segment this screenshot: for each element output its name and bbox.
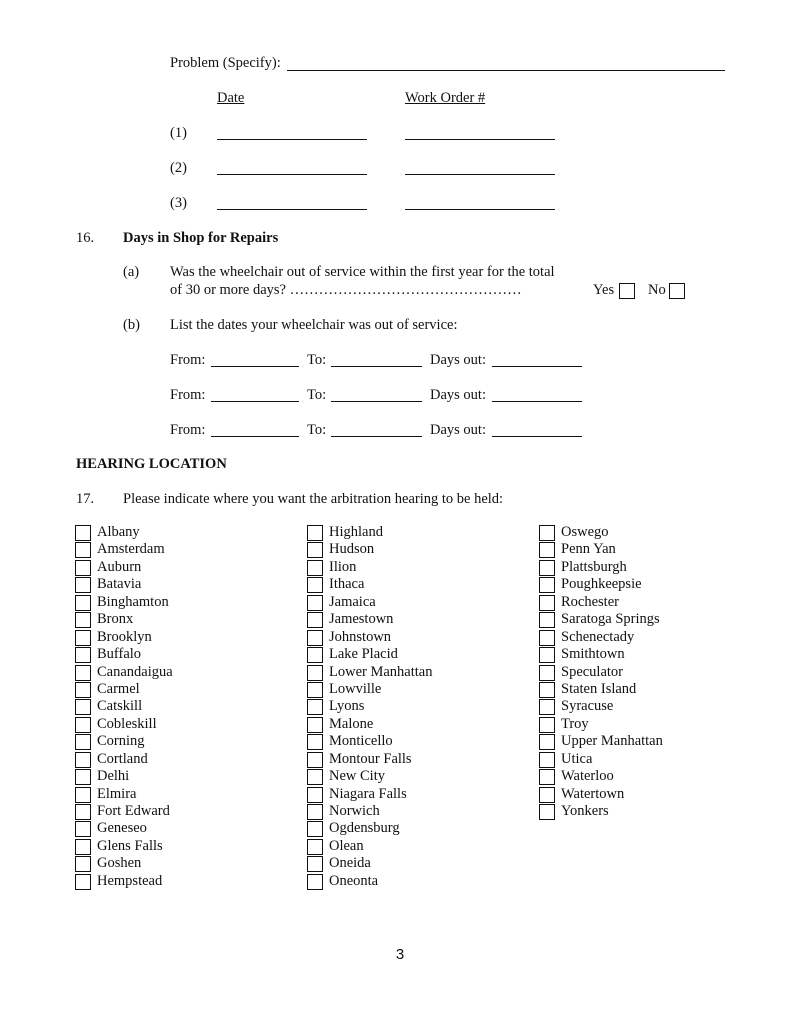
location-label: Niagara Falls bbox=[329, 785, 407, 802]
location-label: Monticello bbox=[329, 733, 393, 750]
problem-work-order-line[interactable] bbox=[405, 139, 555, 140]
location-label: Upper Manhattan bbox=[561, 733, 663, 750]
location-label: Lower Manhattan bbox=[329, 663, 433, 680]
question-16b-text: List the dates your wheelchair was out of service: bbox=[170, 317, 458, 333]
location-checkbox[interactable] bbox=[75, 630, 91, 646]
problem-row-marker: (1) bbox=[170, 125, 187, 141]
location-checkbox[interactable] bbox=[307, 647, 323, 663]
location-label: Corning bbox=[97, 733, 145, 750]
location-label: Brooklyn bbox=[97, 628, 152, 645]
hearing-location-heading: HEARING LOCATION bbox=[76, 456, 227, 472]
location-label: Poughkeepsie bbox=[561, 576, 642, 593]
location-checkbox[interactable] bbox=[307, 752, 323, 768]
problem-work-order-line[interactable] bbox=[405, 174, 555, 175]
location-label: Schenectady bbox=[561, 628, 635, 645]
location-label: Bronx bbox=[97, 611, 134, 628]
location-checkbox[interactable] bbox=[75, 542, 91, 558]
location-checkbox[interactable] bbox=[539, 647, 555, 663]
question-16a-text-line2: of 30 or more days? ………………………………………… bbox=[170, 282, 522, 298]
location-label: Catskill bbox=[97, 698, 143, 715]
location-label: Montour Falls bbox=[329, 750, 412, 767]
question-16-number: 16. bbox=[76, 230, 95, 246]
location-checkbox[interactable] bbox=[307, 769, 323, 785]
problem-row-marker: (2) bbox=[170, 160, 187, 176]
location-checkbox[interactable] bbox=[75, 699, 91, 715]
location-label: Plattsburgh bbox=[561, 558, 627, 575]
location-label: Goshen bbox=[97, 855, 142, 872]
location-label: Highland bbox=[329, 524, 383, 540]
location-label: Carmel bbox=[97, 680, 140, 697]
location-label: Rochester bbox=[561, 593, 619, 610]
location-label: Staten Island bbox=[561, 680, 637, 697]
problem-label: Problem (Specify): bbox=[170, 55, 281, 71]
location-checkbox[interactable] bbox=[539, 804, 555, 820]
location-checkbox[interactable] bbox=[307, 682, 323, 698]
days-out-input-line[interactable] bbox=[492, 401, 582, 402]
location-checkbox[interactable] bbox=[75, 525, 91, 541]
location-checkbox[interactable] bbox=[539, 787, 555, 803]
location-checkbox[interactable] bbox=[539, 595, 555, 611]
location-label: New City bbox=[329, 768, 385, 785]
location-checkbox[interactable] bbox=[75, 839, 91, 855]
location-label: Oneonta bbox=[329, 872, 379, 889]
location-checkbox[interactable] bbox=[307, 542, 323, 558]
location-checkbox[interactable] bbox=[75, 612, 91, 628]
problem-date-line[interactable] bbox=[217, 174, 367, 175]
location-label: Johnstown bbox=[329, 628, 392, 645]
location-checkbox[interactable] bbox=[307, 874, 323, 890]
location-checkbox[interactable] bbox=[307, 577, 323, 593]
location-checkbox[interactable] bbox=[75, 560, 91, 576]
location-label: Saratoga Springs bbox=[561, 611, 660, 628]
location-label: Geneseo bbox=[97, 820, 147, 837]
location-label: Ogdensburg bbox=[329, 820, 400, 837]
location-checkbox[interactable] bbox=[307, 856, 323, 872]
location-label: Delhi bbox=[97, 768, 130, 785]
question-16a-marker: (a) bbox=[123, 264, 140, 280]
location-label: Buffalo bbox=[97, 646, 142, 663]
location-label: Amsterdam bbox=[97, 541, 165, 558]
location-label: Syracuse bbox=[561, 698, 614, 715]
problem-input-line[interactable] bbox=[287, 70, 725, 71]
location-label: Elmira bbox=[97, 785, 137, 802]
location-label: Norwich bbox=[329, 803, 380, 819]
location-checkbox[interactable] bbox=[307, 595, 323, 611]
days-out-input-line[interactable] bbox=[492, 366, 582, 367]
days-out-label: Days out: bbox=[430, 422, 486, 438]
location-checkbox[interactable] bbox=[307, 717, 323, 733]
location-label: Hempstead bbox=[97, 872, 163, 889]
location-label: Binghamton bbox=[97, 593, 169, 610]
location-checkbox[interactable] bbox=[539, 699, 555, 715]
location-label: Glens Falls bbox=[97, 837, 163, 854]
no-label: No bbox=[648, 282, 666, 298]
location-label: Cobleskill bbox=[97, 715, 157, 732]
date-column-header: Date bbox=[217, 90, 245, 106]
location-checkbox[interactable] bbox=[539, 752, 555, 768]
location-label: Jamestown bbox=[329, 611, 394, 628]
location-checkbox[interactable] bbox=[75, 804, 91, 820]
yes-checkbox[interactable] bbox=[619, 283, 635, 299]
location-checkbox[interactable] bbox=[307, 612, 323, 628]
problem-date-line[interactable] bbox=[217, 139, 367, 140]
location-checkbox[interactable] bbox=[75, 856, 91, 872]
location-checkbox[interactable] bbox=[307, 821, 323, 837]
to-label: To: bbox=[307, 352, 327, 368]
location-label: Oswego bbox=[561, 524, 609, 540]
problem-date-line[interactable] bbox=[217, 209, 367, 210]
location-checkbox[interactable] bbox=[75, 717, 91, 733]
location-label: Utica bbox=[561, 750, 593, 767]
location-checkbox[interactable] bbox=[75, 874, 91, 890]
location-checkbox[interactable] bbox=[75, 577, 91, 593]
location-label: Troy bbox=[561, 715, 589, 732]
location-checkbox[interactable] bbox=[307, 630, 323, 646]
location-checkbox[interactable] bbox=[539, 577, 555, 593]
from-label: From: bbox=[170, 352, 206, 368]
location-checkbox[interactable] bbox=[307, 665, 323, 681]
question-16-title: Days in Shop for Repairs bbox=[123, 230, 279, 246]
location-checkbox[interactable] bbox=[539, 769, 555, 785]
question-16b-marker: (b) bbox=[123, 317, 140, 333]
location-checkbox[interactable] bbox=[75, 647, 91, 663]
from-label: From: bbox=[170, 422, 206, 438]
question-16a-text-line1: Was the wheelchair out of service within the first year for the total bbox=[170, 264, 555, 280]
location-label: Penn Yan bbox=[561, 541, 616, 558]
location-label: Lowville bbox=[329, 680, 382, 697]
location-label: Oneida bbox=[329, 855, 371, 872]
location-label: Fort Edward bbox=[97, 803, 170, 819]
from-input-line[interactable] bbox=[211, 366, 299, 367]
location-label: Ilion bbox=[329, 558, 357, 575]
question-17-text: Please indicate where you want the arbitration hearing to be held: bbox=[123, 491, 504, 507]
location-checkbox[interactable] bbox=[307, 734, 323, 750]
location-checkbox[interactable] bbox=[75, 665, 91, 681]
location-label: Ithaca bbox=[329, 576, 365, 593]
work-order-column-header: Work Order # bbox=[405, 90, 486, 106]
location-label: Speculator bbox=[561, 663, 624, 680]
problem-work-order-line[interactable] bbox=[405, 209, 555, 210]
location-label: Lyons bbox=[329, 698, 365, 715]
days-out-input-line[interactable] bbox=[492, 436, 582, 437]
location-checkbox[interactable] bbox=[539, 717, 555, 733]
no-checkbox[interactable] bbox=[669, 283, 685, 299]
question-17-number: 17. bbox=[76, 491, 95, 507]
location-label: Batavia bbox=[97, 576, 142, 593]
from-label: From: bbox=[170, 387, 206, 403]
problem-row-marker: (3) bbox=[170, 195, 187, 211]
to-label: To: bbox=[307, 387, 327, 403]
location-checkbox[interactable] bbox=[539, 525, 555, 541]
location-checkbox[interactable] bbox=[75, 734, 91, 750]
location-checkbox[interactable] bbox=[307, 787, 323, 803]
location-checkbox[interactable] bbox=[307, 560, 323, 576]
location-label: Auburn bbox=[97, 558, 142, 575]
to-input-line[interactable] bbox=[331, 401, 422, 402]
location-checkbox[interactable] bbox=[539, 682, 555, 698]
location-label: Hudson bbox=[329, 541, 375, 558]
location-checkbox[interactable] bbox=[75, 682, 91, 698]
location-checkbox[interactable] bbox=[307, 525, 323, 541]
location-checkbox[interactable] bbox=[539, 665, 555, 681]
location-checkbox[interactable] bbox=[539, 612, 555, 628]
location-checkbox[interactable] bbox=[75, 821, 91, 837]
page-number: 3 bbox=[395, 946, 405, 963]
location-label: Olean bbox=[329, 837, 364, 854]
location-checkbox[interactable] bbox=[75, 787, 91, 803]
location-checkbox[interactable] bbox=[539, 542, 555, 558]
days-out-label: Days out: bbox=[430, 352, 486, 368]
location-label: Yonkers bbox=[561, 803, 609, 819]
location-label: Waterloo bbox=[561, 768, 614, 785]
location-checkbox[interactable] bbox=[75, 752, 91, 768]
location-label: Canandaigua bbox=[97, 663, 173, 680]
from-input-line[interactable] bbox=[211, 436, 299, 437]
location-label: Malone bbox=[329, 715, 374, 732]
location-checkbox[interactable] bbox=[75, 595, 91, 611]
days-out-label: Days out: bbox=[430, 387, 486, 403]
location-checkbox[interactable] bbox=[307, 804, 323, 820]
location-checkbox[interactable] bbox=[539, 734, 555, 750]
location-checkbox[interactable] bbox=[539, 560, 555, 576]
location-label: Albany bbox=[97, 524, 140, 540]
location-label: Jamaica bbox=[329, 593, 376, 610]
from-input-line[interactable] bbox=[211, 401, 299, 402]
to-input-line[interactable] bbox=[331, 436, 422, 437]
location-label: Lake Placid bbox=[329, 646, 398, 663]
location-label: Smithtown bbox=[561, 646, 625, 663]
to-label: To: bbox=[307, 422, 327, 438]
yes-label: Yes bbox=[593, 282, 615, 298]
location-label: Watertown bbox=[561, 785, 625, 802]
location-checkbox[interactable] bbox=[307, 699, 323, 715]
location-checkbox[interactable] bbox=[75, 769, 91, 785]
location-checkbox[interactable] bbox=[539, 630, 555, 646]
location-label: Cortland bbox=[97, 750, 148, 767]
to-input-line[interactable] bbox=[331, 366, 422, 367]
location-checkbox[interactable] bbox=[307, 839, 323, 855]
